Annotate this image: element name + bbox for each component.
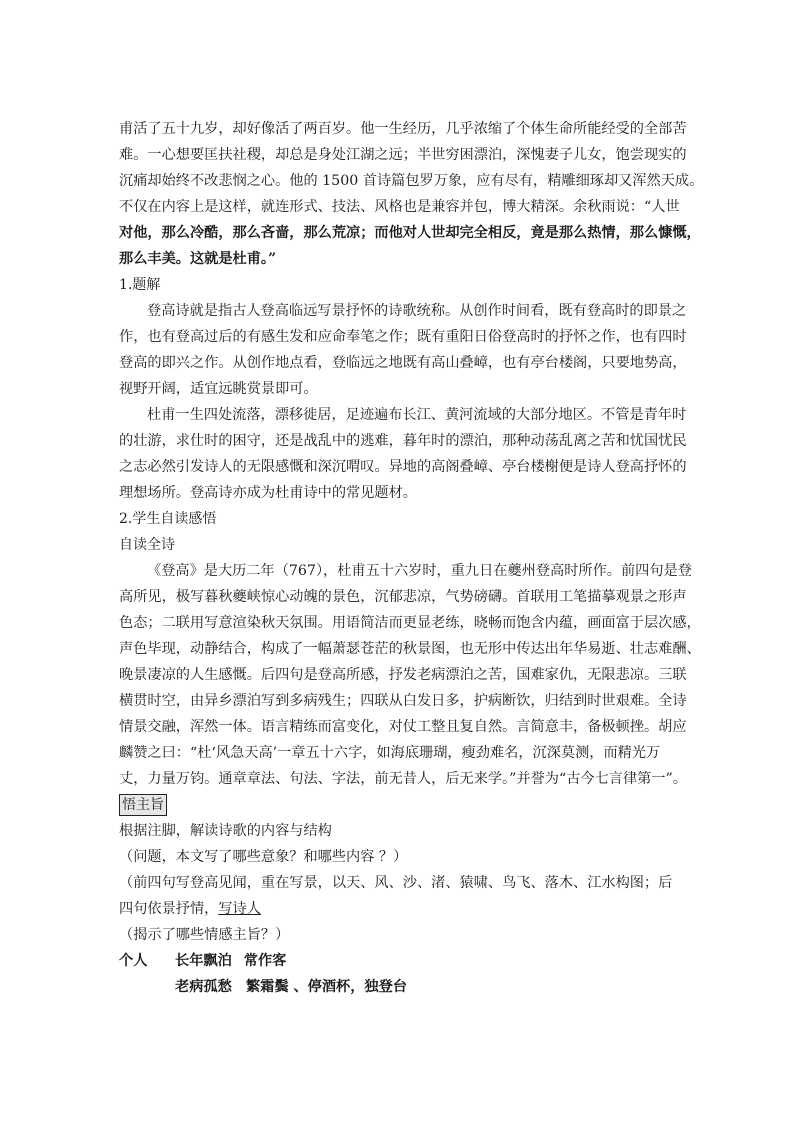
- intro-paragraph: [119, 116, 704, 272]
- text-line: 登高诗就是指古人登高临远写景抒怀的诗歌统称。从创作时间看，既有登高时的即景之: [147, 303, 687, 319]
- answer-text: 四句依景抒情，: [119, 901, 219, 917]
- text-line: 沉痛却始终不改悲悯之心。他的 1500 首诗篇包罗万象，应有尽有，精雕细琢却又浑然天成。: [119, 173, 704, 189]
- answer-underlined-text: 写诗人: [218, 901, 261, 917]
- theme-box-row: [119, 792, 679, 818]
- text-line: 横贯时空，由异乡漂泊写到多病残生；四联从白发日多，护病断饮，归结到时世艰难。全诗: [119, 693, 687, 709]
- person-item: 长年飘泊: [175, 953, 232, 969]
- document-page: [119, 116, 704, 1000]
- poem-analysis-paragraph: [119, 558, 701, 792]
- question-imagery: （问题，本文写了哪些意象？和哪些内容 ？）: [119, 849, 408, 865]
- text-line: 视野开阔，适宜远眺赏景即可。: [119, 381, 318, 397]
- instruction-line: 根据注脚，解读诗歌的内容与结构: [119, 823, 332, 839]
- text-line: 色态；二联用写意渲染秋天氛围。用语简洁而更显老练，晓畅而饱含内蕴，画面富于层次感，: [119, 615, 701, 631]
- theme-paragraph-2: [119, 402, 687, 506]
- text-line: 不仅在内容上是这样，就连形式、技法、风格也是兼容并包，博大精深。余秋雨说：“人世: [119, 199, 680, 215]
- text-line: 高所见，极写暮秋夔峡惊心动魄的景色，沉郁悲凉，气势磅礴。首联用工笔描摹观景之形声: [119, 589, 687, 605]
- text-line: 之志必然引发诗人的无限感慨和深沉喟叹。异地的高阁叠嶂、亭台楼榭便是诗人登高抒怀的: [119, 459, 687, 475]
- section-title-self-reading: 2.学生自读感悟: [119, 511, 217, 527]
- text-line: 理想场所。登高诗亦成为杜甫诗中的常见题材。: [119, 485, 417, 501]
- text-line: 的壮游，求仕时的困守，还是战乱中的逃难，暮年时的漂泊，那种动荡乱离之苦和忧国忧民: [119, 433, 687, 449]
- person-item: 常作客: [243, 953, 287, 969]
- question-emotion: （揭示了哪些情感主旨？）: [119, 927, 290, 943]
- person-label: 个人: [119, 953, 148, 969]
- theme-box-label: 悟主旨: [119, 794, 167, 816]
- text-line: 登高的即兴之作。从创作地点看，登临远之地既有高山叠嶂，也有亭台楼阁，只要地势高，: [119, 355, 687, 371]
- answer-imagery-line-2: [119, 896, 679, 922]
- person-row-1: [119, 948, 679, 974]
- text-line: 麟赞之曰：“杜‘风急天高’一章五十六字，如海底珊瑚，瘦劲难名，沉深莫测，而精光万: [119, 745, 661, 761]
- person-row-2: 老病孤愁 繁霜鬓 、停酒杯，独登台: [175, 979, 407, 995]
- text-line: 难。一心想要匡扶社稷，却总是身处江湖之远；半世穷困漂泊，深愧妻子儿女，饱尝现实的: [119, 147, 687, 163]
- subtitle-read-poem: 自读全诗: [119, 537, 175, 553]
- section-title-theme: 1.题解: [119, 277, 161, 293]
- quote-line: 对他，那么冷酷，那么吝啬，那么荒凉；而他对人世却完全相反，竟是那么热情，那么慷慨，: [119, 225, 701, 241]
- text-line: 声色毕现，动静结合，构成了一幅萧瑟苍茫的秋景图，也无形中传达出年华易逝、壮志难酬、: [119, 641, 701, 657]
- text-line: 《登高》是大历二年（767），杜甫五十六岁时，重九日在夔州登高时所作。前四句是登: [147, 563, 692, 579]
- text-line: 丈，力量万钧。通章章法、句法、字法，前无昔人，后无来学。”并誉为“古今七言律第一”。: [119, 771, 687, 787]
- text-line: 作，也有登高过后的有感生发和应命奉笔之作；既有重阳日俗登高时的抒怀之作，也有四时: [119, 329, 687, 345]
- text-line: 杜甫一生四处流落，漂移徙居，足迹遍布长江、黄河流域的大部分地区。不管是青年时: [147, 407, 687, 423]
- text-line: 甫活了五十九岁，却好像活了两百岁。他一生经历，几乎浓缩了个体生命所能经受的全部苦: [119, 121, 687, 137]
- theme-paragraph-1: [119, 298, 687, 402]
- quote-line: 那么丰美。这就是杜甫。”: [119, 251, 277, 267]
- text-line: 情景交融，浑然一体。语言精练而富变化，对仗工整且复自然。言简意丰，备极顿挫。胡应: [119, 719, 687, 735]
- text-line: 晚景凄凉的人生感慨。后四句是登高所感，抒发老病漂泊之苦，国难家仇，无限悲凉。三联: [119, 667, 687, 683]
- answer-imagery-line-1: （前四句写登高见闻，重在写景，以天、风、沙、渚、猿啸、鸟飞、落木、江水构图；后: [119, 875, 673, 891]
